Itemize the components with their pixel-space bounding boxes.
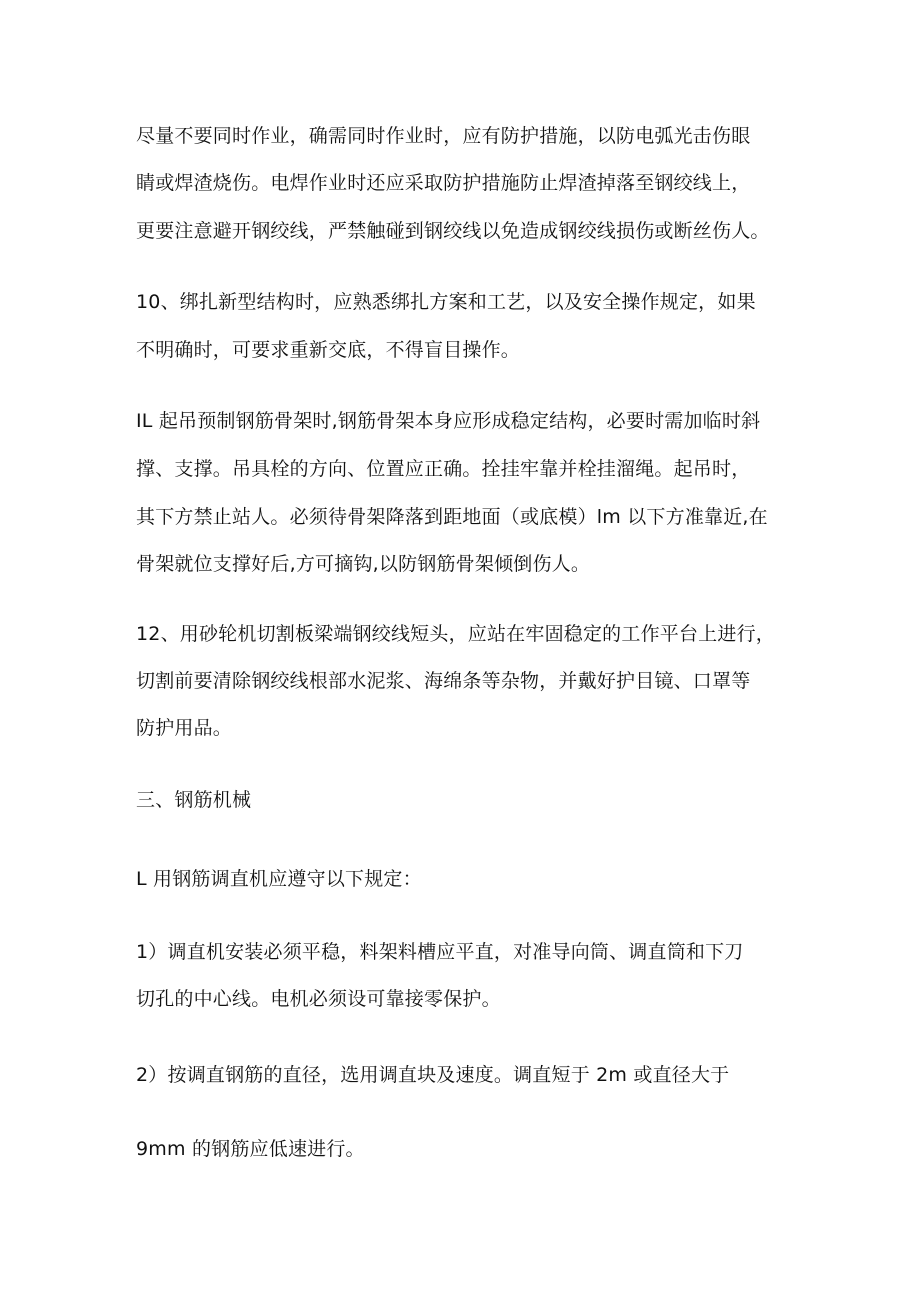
- list-item-intro: L 用钢筋调直机应遵守以下规定：: [136, 868, 422, 890]
- paragraph-line: 不明确时，可要求重新交底，不得盲目操作。: [136, 339, 521, 361]
- paragraph-line: 尽量不要同时作业，确需同时作业时，应有防护措施，以防电弧光击伤眼: [136, 125, 751, 147]
- list-item-line: 9mm 的钢筋应低速进行。: [136, 1138, 365, 1160]
- paragraph-line: 撑、支撑。吊具栓的方向、位置应正确。拴挂牢靠并栓挂溜绳。起吊时，: [136, 458, 751, 480]
- paragraph-line: 12、用砂轮机切割板梁端钢绞线短头，应站在牢固稳定的工作平台上进行，: [136, 623, 775, 645]
- list-item-line: 2）按调直钢筋的直径，选用调直块及速度。调直短于 2m 或直径大于: [136, 1064, 730, 1086]
- paragraph-line: 睛或焊渣烧伤。电焊作业时还应采取防护措施防止焊渣掉落至钢绞线上，: [136, 172, 751, 194]
- list-item-line: 1）调直机安装必须平稳，料架料槽应平直，对准导向筒、调直筒和下刀: [136, 941, 744, 963]
- paragraph-line: IL 起吊预制钢筋骨架时,钢筋骨架本身应形成稳定结构，必要时需加临时斜: [136, 410, 761, 432]
- paragraph-line: 防护用品。: [136, 717, 233, 739]
- paragraph-line: 更要注意避开钢绞线，严禁触碰到钢绞线以免造成钢绞线损伤或断丝伤人。: [136, 220, 770, 242]
- paragraph-line: 10、绑扎新型结构时，应熟悉绑扎方案和工艺，以及安全操作规定，如果: [136, 291, 756, 313]
- paragraph-line: 切割前要清除钢绞线根部水泥浆、海绵条等杂物，并戴好护目镜、口罩等: [136, 670, 751, 692]
- section-heading: 三、钢筋机械: [136, 789, 252, 811]
- paragraph-line: 其下方禁止站人。必须待骨架降落到距地面（或底模）lm 以下方准靠近,在: [136, 506, 768, 528]
- list-item-line: 切孔的中心线。电机必须设可靠接零保护。: [136, 988, 501, 1010]
- paragraph-line: 骨架就位支撑好后,方可摘钩,以防钢筋骨架倾倒伤人。: [136, 553, 591, 575]
